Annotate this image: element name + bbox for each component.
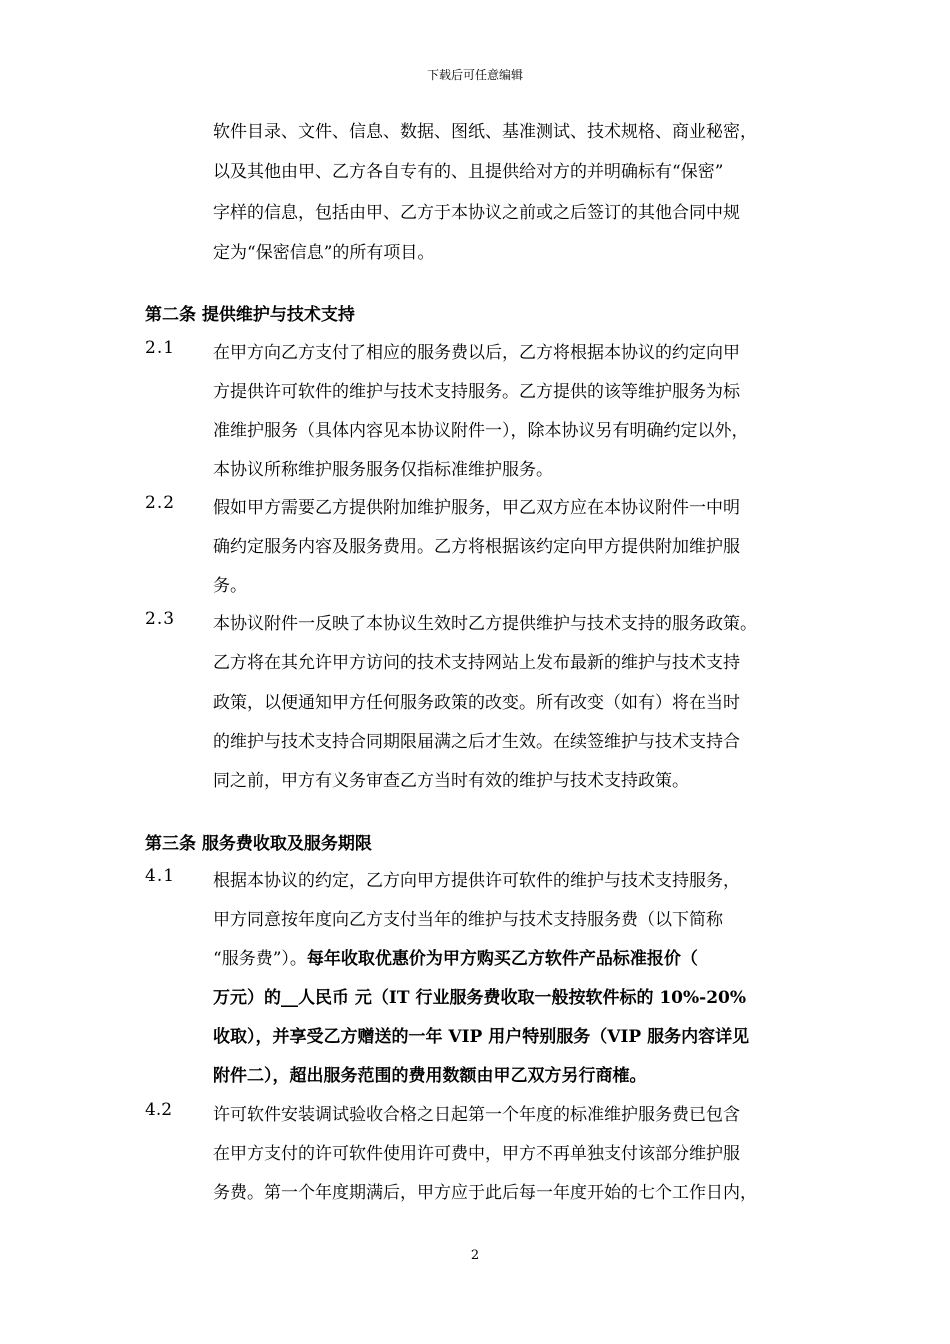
clause-line: 甲方同意按年度向乙方支付当年的维护与技术支持服务费（以下简称 [213, 910, 723, 930]
clause-bold-text: 每年收取优惠价为甲方购买乙方软件产品标准报价（ [306, 949, 698, 969]
clause-line: 在甲方支付的许可软件使用许可费中，甲方不再单独支付该部分维护服 [213, 1144, 740, 1164]
clause-line: 本协议附件一反映了本协议生效时乙方提供维护与技术支持的服务政策。 [213, 614, 757, 634]
clause-line: 假如甲方需要乙方提供附加维护服务，甲乙双方应在本协议附件一中明 [213, 498, 740, 518]
clause-text: “服务费”）。 [213, 949, 307, 969]
clause-line [213, 944, 698, 969]
clause-number: 4.1 [145, 866, 176, 886]
clause-line: 政策，以便通知甲方任何服务政策的改变。所有改变（如有）将在当时 [213, 693, 740, 713]
clause-bold-line: 万元）的__人民币 元（IT 行业服务费收取一般按软件标的 10%-20% [213, 988, 747, 1008]
intro-line: 以及其他由甲、乙方各自专有的、且提供给对方的并明确标有“保密” [213, 162, 724, 182]
clause-line: 务。 [213, 576, 247, 596]
clause-line: 许可软件安装调试验收合格之日起第一个年度的标准维护服务费已包含 [213, 1105, 740, 1125]
clause-line: 同之前，甲方有义务审查乙方当时有效的维护与技术支持政策。 [213, 771, 689, 791]
clause-bold-line: 附件二），超出服务范围的费用数额由甲乙双方另行商榷。 [213, 1066, 647, 1086]
intro-line: 定为“保密信息”的所有项目。 [213, 243, 435, 263]
intro-line: 软件目录、文件、信息、数据、图纸、基准测试、技术规格、商业秘密， [213, 122, 757, 142]
clause-bold-line: 收取），并享受乙方赠送的一年 VIP 用户特别服务（VIP 服务内容详见 [213, 1027, 750, 1047]
clause-line: 务费。第一个年度期满后，甲方应于此后每一年度开始的七个工作日内， [213, 1183, 757, 1203]
clause-number: 2.1 [145, 338, 176, 358]
clause-number: 2.3 [145, 609, 176, 629]
page-number: 2 [470, 1248, 480, 1263]
intro-line: 字样的信息，包括由甲、乙方于本协议之前或之后签订的其他合同中规 [213, 203, 740, 223]
clause-line: 根据本协议的约定，乙方向甲方提供许可软件的维护与技术支持服务， [213, 871, 740, 891]
clause-line: 本协议所称维护服务服务仅指标准维护服务。 [213, 460, 553, 480]
clause-line: 乙方将在其允许甲方访问的技术支持网站上发布最新的维护与技术支持 [213, 653, 740, 673]
article-2-heading: 第二条 提供维护与技术支持 [145, 305, 355, 325]
article-3-heading: 第三条 服务费收取及服务期限 [145, 834, 372, 854]
clause-number: 4.2 [145, 1100, 173, 1120]
clause-line: 在甲方向乙方支付了相应的服务费以后，乙方将根据本协议的约定向甲 [213, 343, 740, 363]
page-header: 下载后可任意编辑 [426, 68, 523, 82]
clause-line: 确约定服务内容及服务费用。乙方将根据该约定向甲方提供附加维护服 [213, 537, 740, 557]
clause-number: 2.2 [145, 493, 176, 513]
clause-line: 方提供许可软件的维护与技术支持服务。乙方提供的该等维护服务为标 [213, 382, 740, 402]
clause-line: 的维护与技术支持合同期限届满之后才生效。在续签维护与技术支持合 [213, 732, 740, 752]
clause-line: 准维护服务（具体内容见本协议附件一），除本协议另有明确约定以外， [213, 421, 749, 441]
